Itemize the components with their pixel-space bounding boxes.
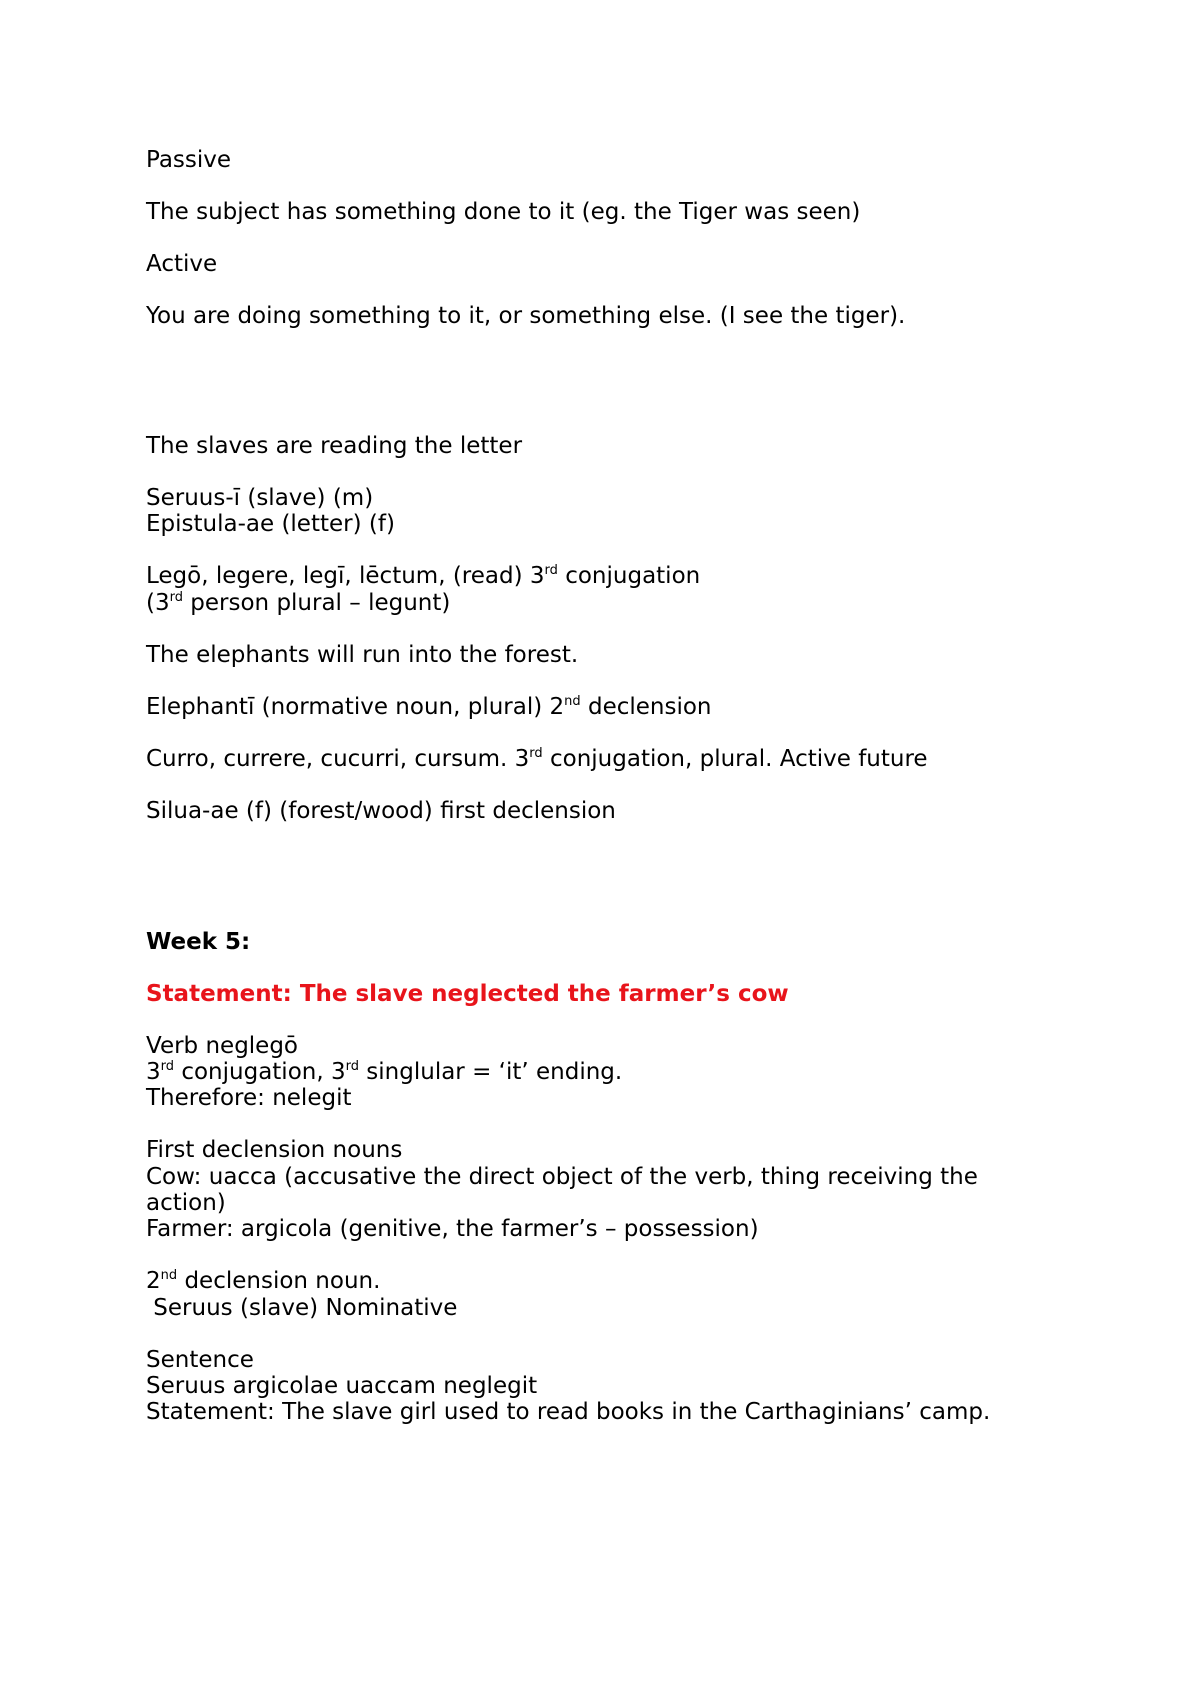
- second-decl-text-a: 2: [146, 1268, 161, 1294]
- statement-two: Statement: The slave girl used to read books in the Carthaginians’ camp.: [146, 1399, 991, 1425]
- cow-entry: Cow: uacca (accusative the direct object of the verb, thing receiving the: [146, 1164, 978, 1190]
- conj-sup-1: rd: [160, 1059, 175, 1074]
- silua-entry: Silua-ae (f) (forest/wood) first declension: [146, 798, 616, 824]
- second-decl-text-b: declension noun.: [177, 1268, 381, 1294]
- elephanti-sup: nd: [564, 694, 581, 709]
- second-decl-sup: nd: [160, 1268, 178, 1283]
- lego-plural-text-a: (3: [146, 590, 170, 616]
- lego-sup: rd: [544, 563, 558, 578]
- lego-plural-text-b: person plural – legunt): [182, 590, 451, 616]
- statement-one: Statement: The slave neglected the farmer’s cow: [146, 981, 789, 1007]
- lego-plural-sup: rd: [169, 590, 183, 605]
- passive-definition: The subject has something done to it (eg. the Tiger was seen): [146, 199, 861, 225]
- lego-entry: [146, 562, 700, 590]
- week5-heading: Week 5:: [146, 929, 251, 955]
- lego-text-b: conjugation: [557, 563, 701, 589]
- sentence-latin: Seruus argicolae uaccam neglegit: [146, 1373, 538, 1399]
- seruus-nominative: Seruus (slave) Nominative: [146, 1295, 458, 1321]
- epistula-entry: Epistula-ae (letter) (f): [146, 511, 395, 537]
- curro-sup: rd: [529, 746, 543, 761]
- curro-text-b: conjugation, plural. Active future: [542, 746, 928, 772]
- active-heading: Active: [146, 251, 218, 277]
- therefore-entry: Therefore: nelegit: [146, 1085, 352, 1111]
- cow-entry-continued: action): [146, 1190, 226, 1216]
- conj-text-a: 3: [146, 1059, 161, 1085]
- conj-text-c: singlular = ‘it’ ending.: [358, 1059, 623, 1085]
- conj-sup-2: rd: [345, 1059, 359, 1074]
- conj-text-b: conjugation, 3: [174, 1059, 346, 1085]
- passive-heading: Passive: [146, 147, 232, 173]
- seruus-entry: Seruus-ī (slave) (m): [146, 485, 374, 511]
- farmer-entry: Farmer: argicola (genitive, the farmer’s – possession): [146, 1216, 759, 1242]
- conjugation-entry: [146, 1058, 622, 1086]
- sentence-heading: Sentence: [146, 1347, 254, 1373]
- lego-text-a: Legō, legere, legī, lēctum, (read) 3: [146, 563, 545, 589]
- elephanti-text-a: Elephantī (normative noun, plural) 2: [146, 694, 565, 720]
- elephanti-entry: [146, 693, 712, 721]
- curro-text-a: Curro, currere, cucurri, cursum. 3: [146, 746, 530, 772]
- slaves-sentence: The slaves are reading the letter: [146, 433, 523, 459]
- curro-entry: [146, 745, 928, 773]
- active-definition: You are doing something to it, or something else. (I see the tiger).: [146, 303, 906, 329]
- elephanti-text-b: declension: [580, 694, 712, 720]
- verb-neglego: Verb neglegō: [146, 1033, 299, 1059]
- first-declension-heading: First declension nouns: [146, 1137, 403, 1163]
- second-declension-heading: [146, 1267, 380, 1295]
- lego-plural-entry: [146, 589, 450, 617]
- elephants-sentence: The elephants will run into the forest.: [146, 642, 579, 668]
